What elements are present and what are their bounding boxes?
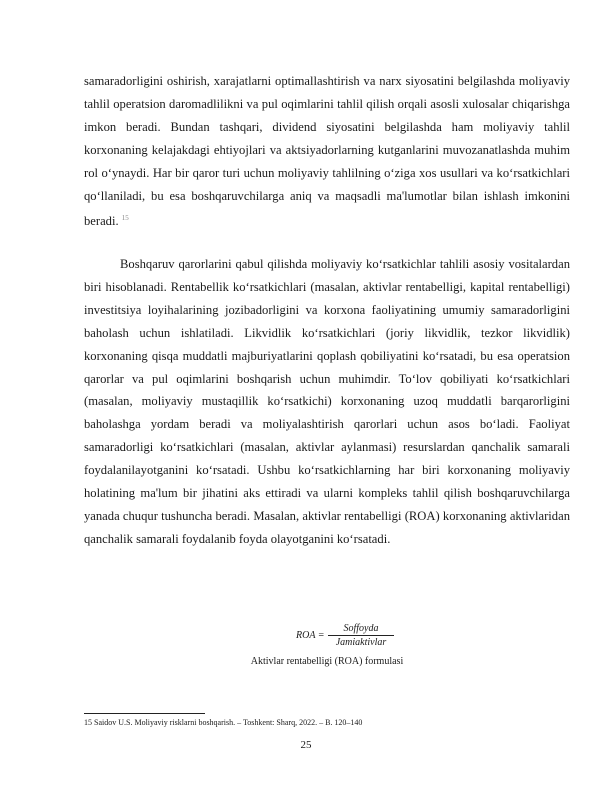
footnote-reference-mark: 15: [121, 214, 129, 223]
formula-denominator: Jamiaktivlar: [335, 637, 387, 648]
formula-numerator: Soffoyda: [343, 623, 379, 634]
formula-fraction: [330, 622, 392, 649]
formula-lhs: ROA =: [296, 630, 325, 641]
body-paragraph-1: [84, 70, 570, 234]
footnote-separator: [84, 713, 205, 714]
roa-formula: [296, 622, 406, 654]
page-number: 25: [300, 739, 312, 751]
footnote: 15 Saidov U.S. Moliyaviy risklarni boshqarish. – Toshkent: Sharq, 2022. – B. 120–140: [84, 718, 363, 727]
body-paragraph-2: Boshqaruv qarorlarini qabul qilishda moliyaviy koʻrsatkichlar tahlili asosiy vositalardan biri hisoblanadi. Rentabellik koʻrsatkichlari (masalan, aktivlar rentabelligi, kapital rentabelligi) investitsiya loyihalarining jozibadorligini va korxona faoliyatining umumiy samaradorligini baholash uchun ishlatiladi. Likvidlik koʻrsatkichlari (joriy likvidlik, tezkor likvidlik) korxonaning qisqa muddatli majburiyatlarini qoplash qobiliyatini koʻrsatadi, bu esa operatsion qarorlar va pul oqimlarini boshqarish uchun muhimdir. Toʻlov qobiliyati koʻrsatkichlari (masalan, moliyaviy mustaqillik koʻrsatkichi) korxonaning uzoq muddatli barqarorligini baholashga yordam beradi va moliyalashtirish qarorlari uchun asos boʻladi. Faoliyat samaradorligi koʻrsatkichlari (masalan, aktivlar aylanmasi) resurslardan qanchalik samarali foydalanilayotganini koʻrsatadi. Ushbu koʻrsatkichlarning har biri korxonaning moliyaviy holatining ma'lum bir jihatini aks ettiradi va ularni kompleks tahlil qilish boshqaruvchilarga yanada chuqur tushuncha beradi. Masalan, aktivlar rentabelligi (ROA) korxonaning aktivlaridan qanchalik samarali foydalanib foyda olayotganini koʻrsatadi.: [84, 257, 570, 546]
paragraph-1-text: samaradorligini oshirish, xarajatlarni optimallashtirish va narx siyosatini belgilashda moliyaviy tahlil operatsion daromadlilikni va pul oqimlarini tahlil qilish orqali asosli xulosalar chiqarishga imkon beradi. Bundan tashqari, dividend siyosatini belgilashda ham moliyaviy tahlil korxonaning kelajakdagi ehtiyojlari va aktsiyadorlarning kutganlarini muvozanatlashda muhim rol oʻynaydi. Har bir qaror turi uchun moliyaviy tahlilning oʻziga xos usullari va koʻrsatkichlari qoʻllaniladi, bu esa boshqaruvchilarga aniq va maqsadli ma'lumotlar bilan ishlash imkonini beradi.: [84, 74, 570, 229]
formula-caption: Aktivlar rentabelligi (ROA) formulasi: [250, 656, 404, 667]
